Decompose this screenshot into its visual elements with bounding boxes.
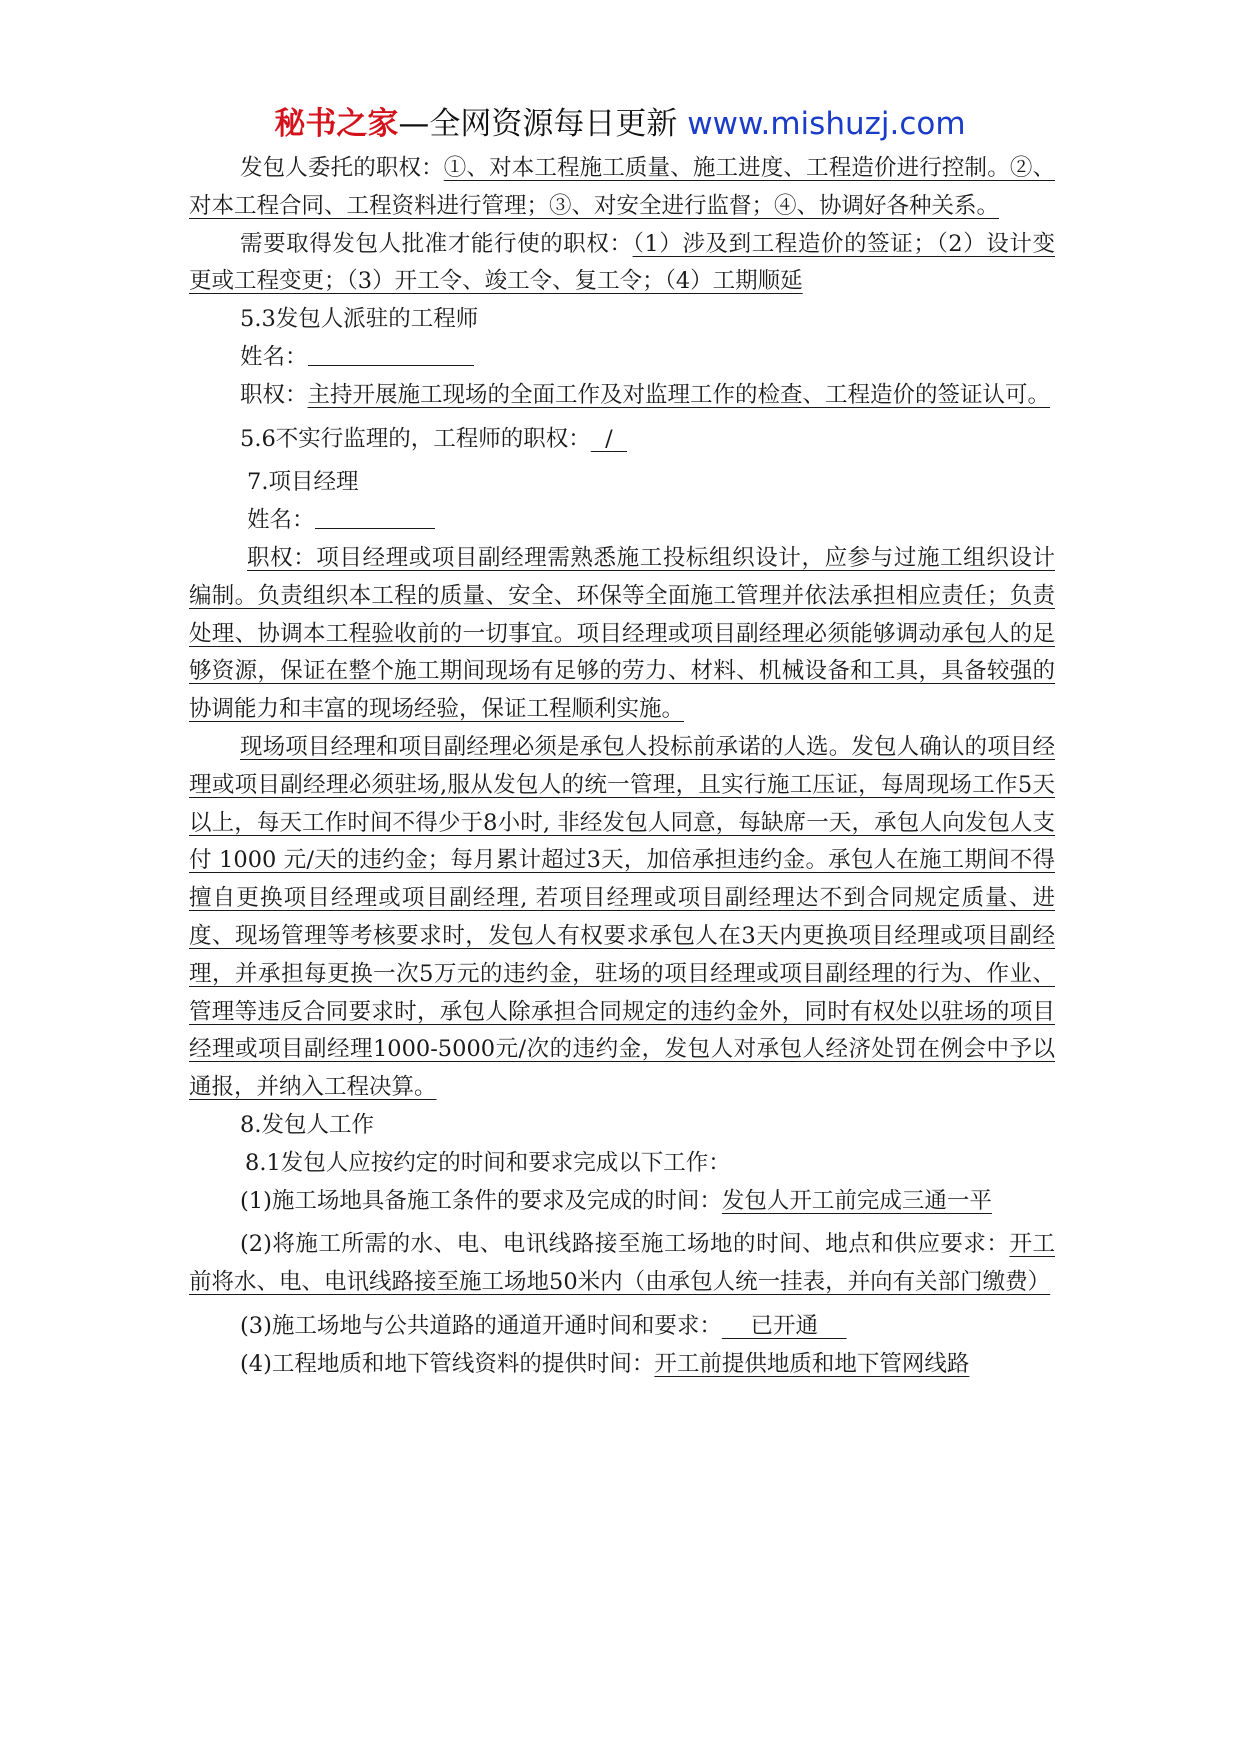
delegated-authority-text: ①、对本工程施工质量、施工进度、工程造价进行控制。②、对本工程合同、工程资料进行管理；③、对安全进行监督；④、协调好各种关系。 [189,155,1055,219]
section-7-heading: 7.项目经理 [247,469,359,496]
item-1-label: (1)施工场地具备施工条件的要求及完成的时间： [240,1187,722,1214]
pm-name-line [189,502,1055,540]
item-2-utilities [189,1226,1055,1302]
approval-required-label: 需要取得发包人批准才能行使的职权： [240,230,633,257]
site-banner [0,104,1240,144]
pm-name-blank [315,504,435,529]
engineer-name-line [189,339,1055,377]
item-4-geology-data [189,1346,1055,1384]
banner-brand: 秘书之家 [274,106,399,142]
banner-slogan: —全网资源每日更新 [398,106,678,142]
item-4-value: 开工前提供地质和地下管网线路 [654,1350,970,1377]
item-2-label: (2)将施工所需的水、电、电讯线路接至施工场地的时间、地点和供应要求： [240,1231,1010,1258]
item-1-site-conditions [189,1183,1055,1221]
paragraph-delegated-authority [189,150,1055,226]
section-8-heading: 8.发包人工作 [240,1111,374,1138]
item-4-label: (4)工程地质和地下管线资料的提供时间： [240,1350,655,1377]
item-3-road-access [189,1308,1055,1346]
section-5-6-label: 5.6不实行监理的，工程师的职权： [240,425,591,452]
pm-duty-text: 职权：项目经理或项目副经理需熟悉施工投标组织设计，应参与过施工组织设计编制。负责组织本工程的质量、安全、环保等全面施工管理并依法承担相应责任；负责处理、协调本工程验收前的一切事宜。项目经理或项目副经理必须能够调动承包人的足够资源，保证在整个施工期间现场有足够的劳力、材料、机械设备和工具，具备较强的协调能力和丰富的现场经验，保证工程顺利实施。 [189,544,1055,723]
engineer-name-label: 姓名： [240,343,308,370]
engineer-duty-paragraph [189,377,1055,415]
engineer-duty-text: 主持开展施工现场的全面工作及对监理工作的检查、工程造价的签证认可。 [307,381,1051,408]
section-5-6-line [189,421,1055,459]
section-5-3-heading: 5.3发包人派驻的工程师 [240,306,479,333]
engineer-duty-label: 职权： [240,381,308,408]
item-3-value: 已开通 [750,1312,818,1339]
pm-requirements-paragraph [189,729,1055,1107]
section-8-1-intro: 8.1发包人应按约定的时间和要求完成以下工作： [245,1149,731,1176]
delegated-authority-label: 发包人委托的职权： [240,155,444,181]
item-3-label: (3)施工场地与公共道路的通道开通时间和要求： [240,1312,722,1339]
section-5-6-value: / [605,425,613,452]
pm-duty-paragraph [189,540,1055,729]
item-2-value: 开工前将水、电、电讯线路接至施工场地50米内（由承包人统一挂表，并向有关部门缴费） [189,1231,1055,1296]
engineer-name-blank [308,341,474,366]
pm-requirements-text: 现场项目经理和项目副经理必须是承包人投标前承诺的人选。发包人确认的项目经理或项目副经理必须驻场,服从发包人的统一管理，且实行施工压证，每周现场工作5天以上，每天工作时间不得少于8小时, 非经发包人同意，每缺席一天，承包人向发包人支付 1000 元/天的违约金；每月累计超过3天，加倍承担违约金。承包人在施工期间不得擅自更换项目经理或项目副经理, 若项目经理或项目副经理达不到合同规定质量、进度、现场管理等考核要求时，发包人有权要求承包人在3天内更换项目经理或项目副经理，并承担每更换一次5万元的违约金，驻场的项目经理或项目副经理的行为、作业、管理等违反合同要求时，承包人除承担合同规定的违约金外，同时有权处以驻场的项目经理或项目副经理1000-5000元/次的违约金，发包人对承包人经济处罚在例会中予以通报，并纳入工程决算。 [189,733,1055,1101]
document-body [189,150,1055,1384]
item-1-value: 发包人开工前完成三通一平 [721,1187,992,1214]
paragraph-approval-required [189,226,1055,302]
banner-url-link[interactable]: www.mishuzj.com [687,106,966,142]
approval-required-text: （1）涉及到工程造价的签证；（2）设计变更或工程变更；（3）开工令、竣工令、复工令；（4）工期顺延 [189,230,1055,295]
pm-name-label: 姓名： [247,507,315,534]
